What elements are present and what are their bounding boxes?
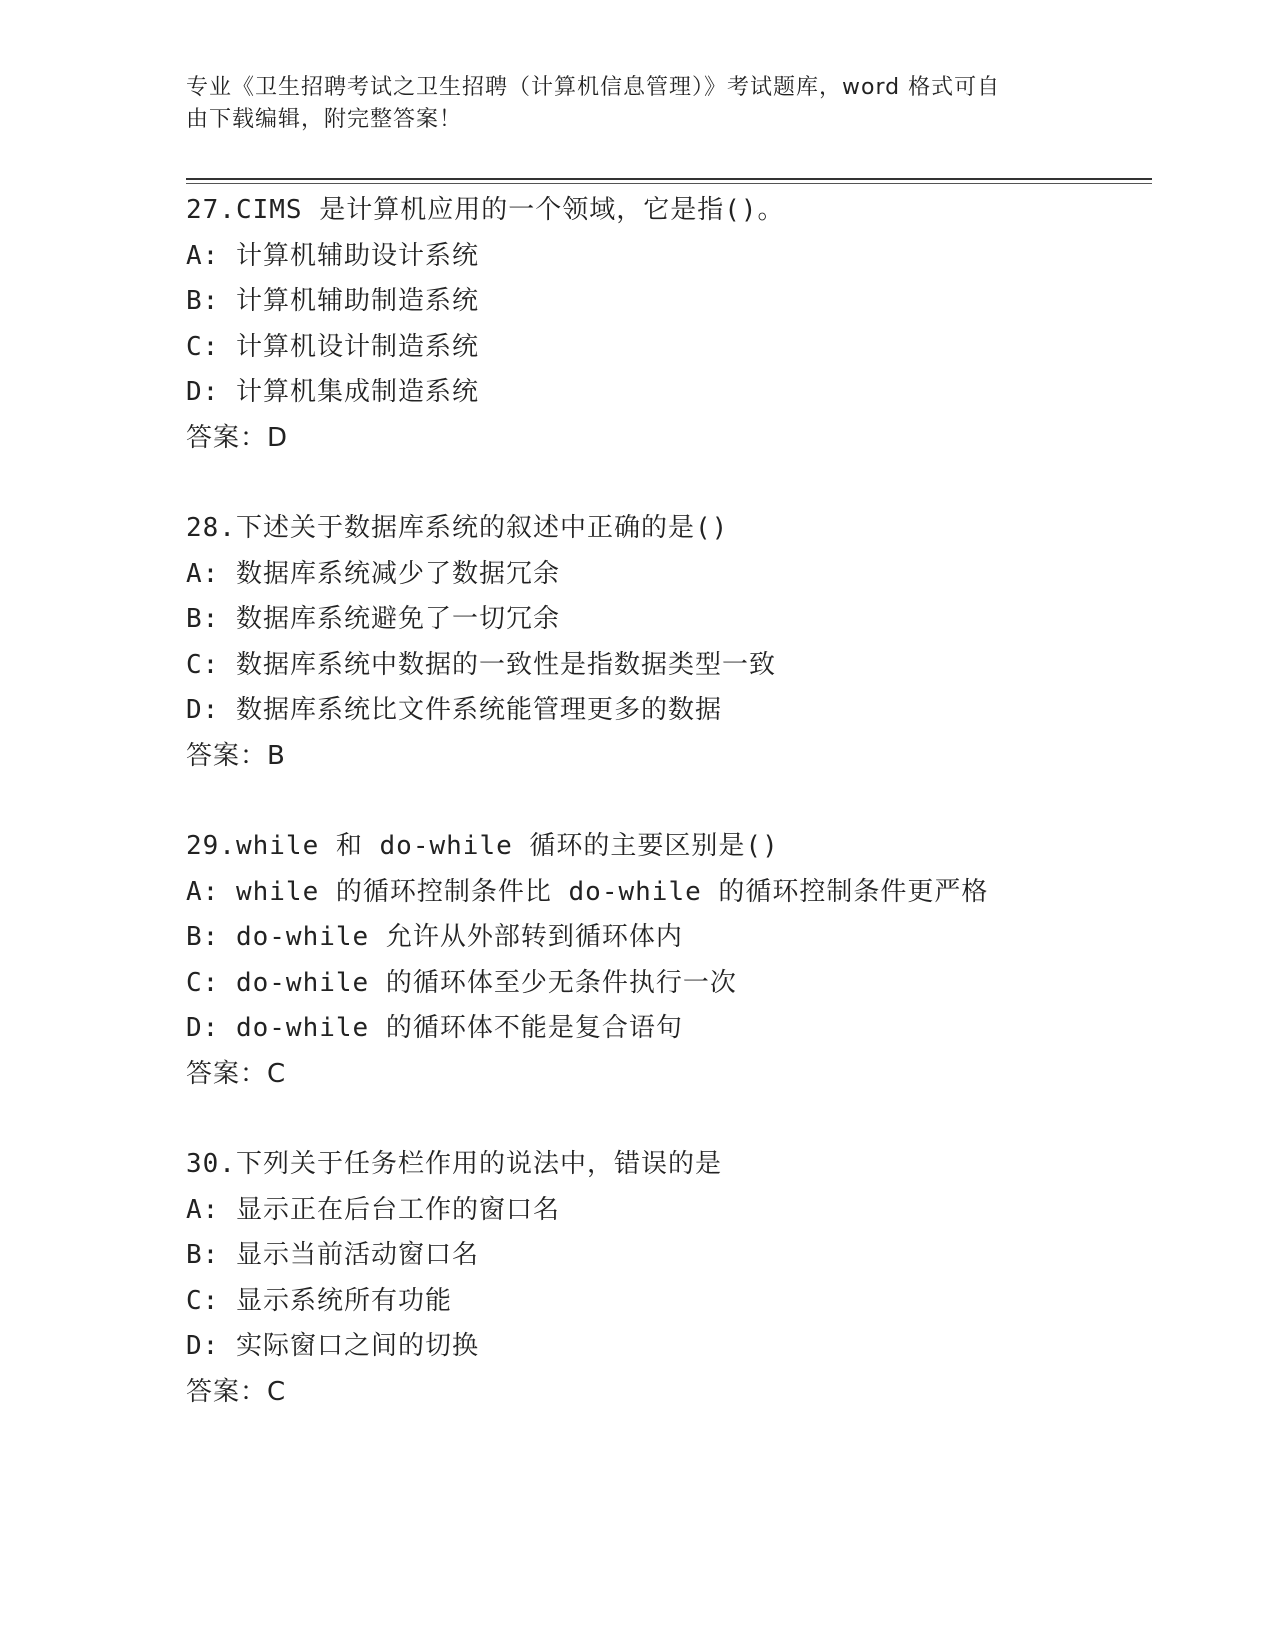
answer-label: 答案：D [186,422,289,453]
option-d: D: 计算机集成制造系统 [186,377,479,407]
option-b: B: 计算机辅助制造系统 [186,286,479,316]
question-29 [186,824,1152,1097]
question-stem: 30.下列关于任务栏作用的说法中，错误的是 [186,1149,722,1179]
option-a: A: 数据库系统减少了数据冗余 [186,558,560,589]
question-28 [186,506,1152,779]
header-line-2: 由下载编辑，附完整答案！ [186,107,463,132]
option-d: D: 实际窗口之间的切换 [186,1331,479,1361]
header-line-1: 专业《卫生招聘考试之卫生招聘（计算机信息管理）》考试题库，word 格式可自 [186,75,1001,100]
question-list [186,188,1152,1460]
option-b: B: 数据库系统避免了一切冗余 [186,604,560,634]
option-a: A: while 的循环控制条件比 do-while 的循环控制条件更严格 [186,876,989,907]
option-d: D: do-while 的循环体不能是复合语句 [186,1013,683,1043]
question-stem: 29.while 和 do-while 循环的主要区别是() [186,831,779,861]
question-30 [186,1142,1152,1415]
option-c: C: 计算机设计制造系统 [186,331,479,362]
option-d: D: 数据库系统比文件系统能管理更多的数据 [186,695,722,725]
option-c: C: 显示系统所有功能 [186,1285,452,1316]
option-a: A: 显示正在后台工作的窗口名 [186,1194,560,1225]
header-divider-thick [186,178,1152,180]
option-b: B: do-while 允许从外部转到循环体内 [186,922,683,952]
question-stem: 27.CIMS 是计算机应用的一个领域，它是指()。 [186,195,785,225]
question-27 [186,188,1152,461]
option-a: A: 计算机辅助设计系统 [186,240,479,271]
question-stem: 28.下述关于数据库系统的叙述中正确的是() [186,513,729,543]
option-c: C: 数据库系统中数据的一致性是指数据类型一致 [186,649,776,680]
answer-label: 答案：C [186,1376,287,1407]
option-b: B: 显示当前活动窗口名 [186,1240,479,1270]
document-header [186,72,1076,136]
answer-label: 答案：B [186,740,286,771]
answer-label: 答案：C [186,1058,287,1089]
header-divider-thin [186,183,1152,184]
option-c: C: do-while 的循环体至少无条件执行一次 [186,967,737,998]
